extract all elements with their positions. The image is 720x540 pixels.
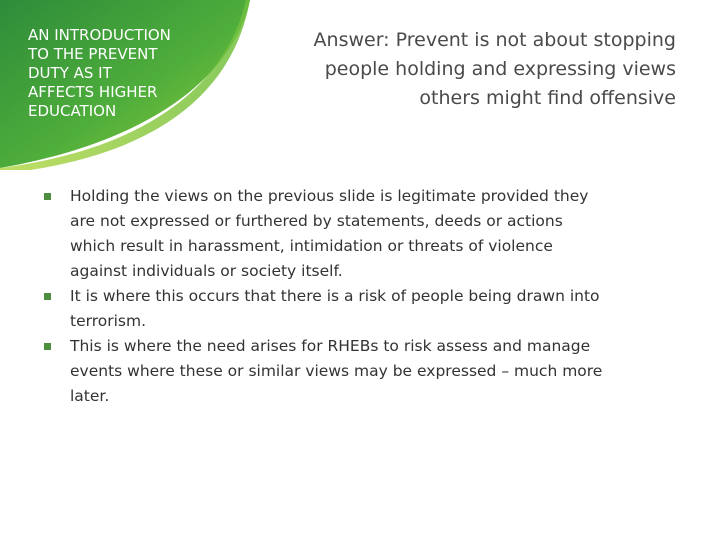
logo-line: AFFECTS HIGHER (28, 83, 158, 101)
bullet-item (44, 284, 694, 334)
bullet-line: which result in harassment, intimidation or threats of violence (70, 237, 553, 255)
bullet-line: later. (70, 387, 110, 405)
logo-line: EDUCATION (28, 102, 117, 120)
bullet-text (70, 334, 694, 409)
bullet-text (70, 284, 694, 334)
bullet-text (70, 184, 694, 284)
logo-line: AN INTRODUCTION (28, 26, 171, 44)
logo-line: DUTY AS IT (28, 64, 112, 82)
bullet-line: against individuals or society itself. (70, 262, 343, 280)
title-line: Answer: Prevent is not about stopping (313, 29, 676, 51)
bullet-line: It is where this occurs that there is a risk of people being drawn into (70, 287, 600, 305)
slide-title (236, 26, 676, 113)
title-line: others might find offensive (419, 87, 676, 109)
square-bullet-icon (44, 293, 51, 300)
bullet-line: events where these or similar views may be expressed – much more (70, 362, 603, 380)
title-line: people holding and expressing views (324, 58, 676, 80)
bullet-line: Holding the views on the previous slide is legitimate provided they (70, 187, 589, 205)
bullet-line: terrorism. (70, 312, 147, 330)
logo-line: TO THE PREVENT (28, 45, 158, 63)
square-bullet-icon (44, 343, 51, 350)
bullet-list (44, 184, 694, 409)
bullet-line: This is where the need arises for RHEBs to risk assess and manage (70, 337, 591, 355)
bullet-item (44, 334, 694, 409)
header-logo-text (28, 26, 198, 121)
bullet-line: are not expressed or furthered by statements, deeds or actions (70, 212, 563, 230)
bullet-item (44, 184, 694, 284)
square-bullet-icon (44, 193, 51, 200)
